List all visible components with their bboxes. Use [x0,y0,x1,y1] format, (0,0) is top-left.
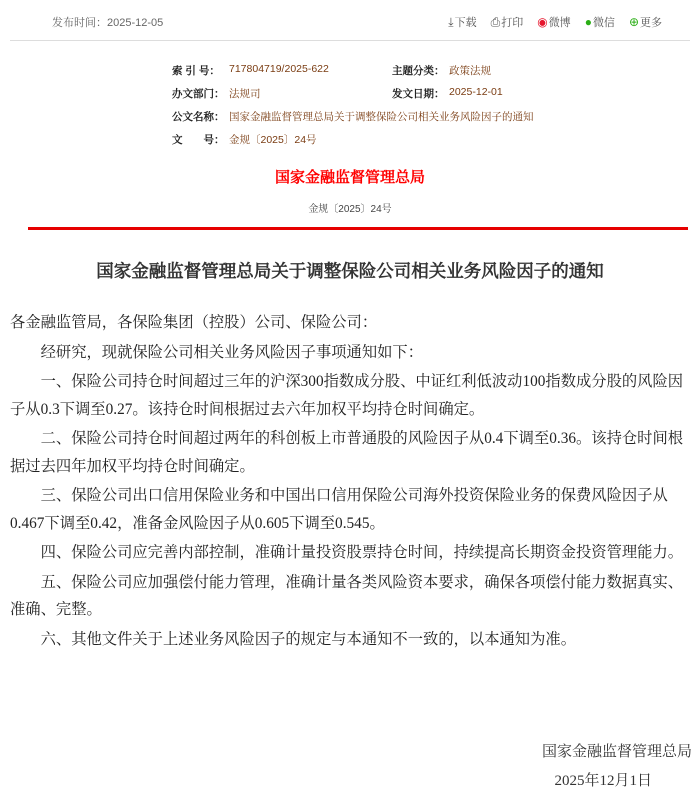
index-number: 717804719/2025-622 [229,63,329,75]
doc-body [10,309,692,655]
wechat-icon: ● [584,15,592,29]
download-icon: ⤓ [448,15,454,29]
doc-meta: 索 引 号： 717804719/2025-622 主题分类： 政策法规 办文部门： 法规司 发文日期： 2025-12-01 公文名称： 国家金融监督管理总局关于调整保险公司相关业务风险因子的通知 文 号： 金规〔2025〕24号 [172,63,642,155]
signature-block [542,738,692,796]
signature: 国家金融监督管理总局 [541,744,692,760]
doc-name: 国家金融监督管理总局关于调整保险公司相关业务风险因子的通知 [229,111,534,123]
divider [10,40,690,41]
plus-circle-icon: ⊕ [628,15,639,29]
download-button[interactable]: ⤓下载 [448,15,477,29]
sign-date: 2025年12月1日 [554,773,652,789]
print-icon: ⎙ [490,15,501,29]
issue-date: 2025-12-01 [449,86,503,98]
doc-number: 金规〔2025〕24号 [229,134,317,146]
wechat-button[interactable]: ●微信 [584,15,615,29]
paragraph: 六、其他文件关于上述业务风险因子的规定与本通知不一致的，以本通知为准。 [40,630,576,648]
weibo-icon: ◉ [537,15,548,29]
doc-number-header: 金规〔2025〕24号 [308,204,392,215]
paragraph: 二、保险公司持仓时间超过两年的科创板上市普通股的风险因子从0.4下调至0.36。该持仓时间根据过去四年加权平均持仓时间确定。 [10,430,684,475]
share-bar [448,14,662,30]
publish-time: 发布时间：2025-12-05 [52,17,164,29]
paragraph: 一、保险公司持仓时间超过三年的沪深300指数成分股、中证红利低波动100指数成分股的风险因子从0.3下调至0.27。该持仓时间根据过去六年加权平均持仓时间确定。 [10,373,684,418]
paragraph: 四、保险公司应完善内部控制，准确计量投资股票持仓时间，持续提高长期资金投资管理能力。 [40,544,684,561]
page-title: 国家金融监督管理总局关于调整保险公司相关业务风险因子的通知 [96,261,604,281]
issuing-org: 国家金融监督管理总局 [274,169,425,186]
more-button[interactable]: ⊕更多 [628,15,662,29]
weibo-button[interactable]: ◉微博 [537,15,571,29]
paragraph: 五、保险公司应加强偿付能力管理，准确计量各类风险资本要求，确保各项偿付能力数据真实、准确、完整。 [10,573,684,618]
red-divider [28,227,688,230]
paragraph: 经研究，现就保险公司相关业务风险因子事项通知如下： [40,343,424,361]
dept: 法规司 [229,88,261,100]
salutation: 各金融监管局，各保险集团（控股）公司、保险公司： [10,314,378,331]
print-button[interactable]: ⎙打印 [490,15,524,29]
paragraph: 三、保险公司出口信用保险业务和中国出口信用保险公司海外投资保险业务的保费风险因子从0.467下调至0.42，准备金风险因子从0.605下调至0.545。 [10,487,668,532]
topic: 政策法规 [449,65,491,77]
